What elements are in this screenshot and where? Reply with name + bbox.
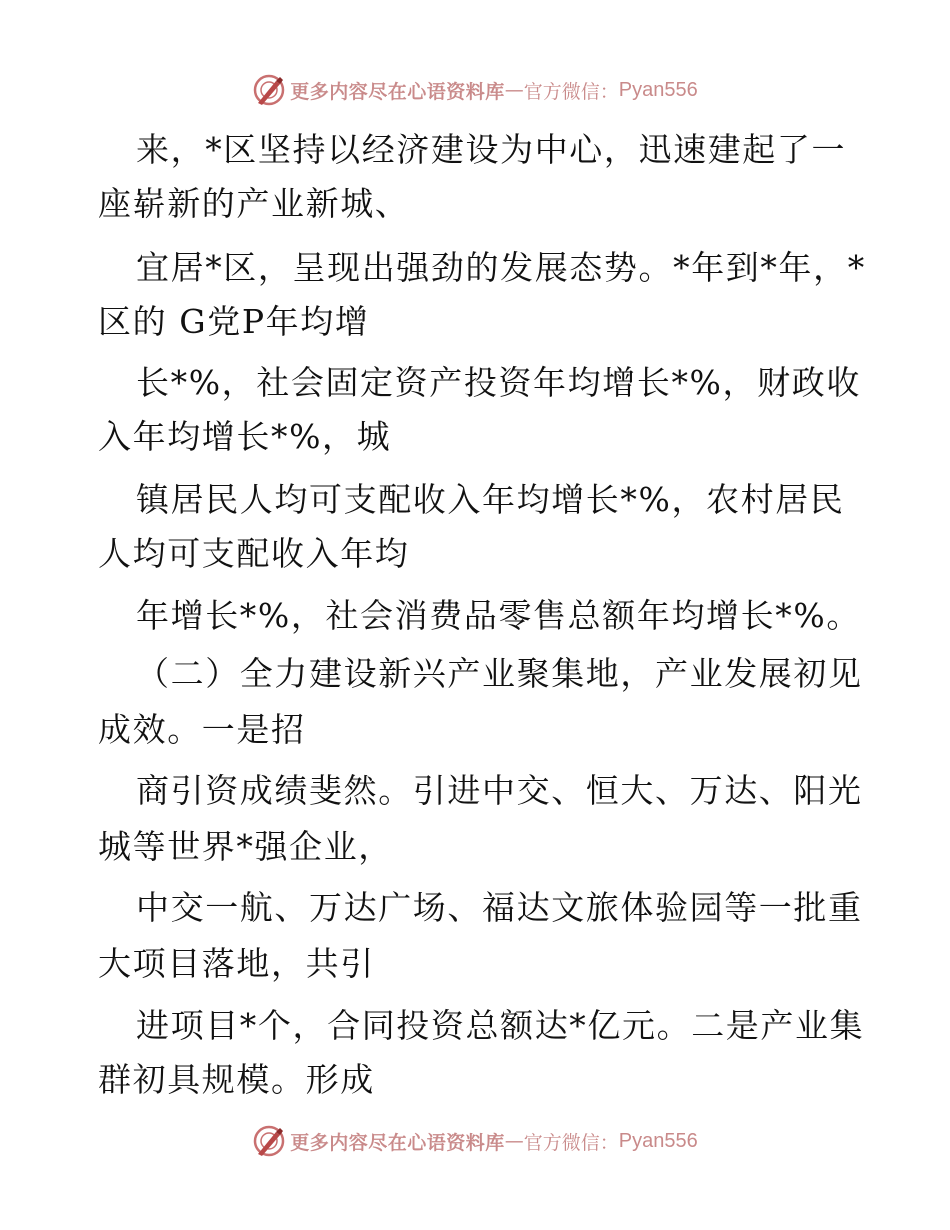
text-line: 宜居*区，呈现出强劲的发展态势。*年到*年，* bbox=[136, 248, 866, 287]
text-line: 商引资成绩斐然。引进中交、恒大、万达、阳光 bbox=[136, 771, 863, 810]
watermark-site-text: 更多内容尽在心语资料库 bbox=[290, 1131, 505, 1154]
text-line: （二）全力建设新兴产业聚集地，产业发展初见 bbox=[136, 654, 863, 693]
pen-logo-icon bbox=[252, 1124, 286, 1158]
watermark-label: 官方微信： bbox=[523, 80, 619, 103]
text-line: 大项目落地，共引 bbox=[98, 944, 375, 983]
text-line: 年增长*%，社会消费品零售总额年均增长*%。 bbox=[136, 596, 861, 635]
text-line: 来，*区坚持以经济建设为中心，迅速建起了一 bbox=[136, 130, 847, 169]
pen-logo-icon bbox=[252, 73, 286, 107]
text-line: 入年均增长*%，城 bbox=[98, 417, 392, 456]
watermark-separator: — bbox=[504, 1130, 524, 1152]
watermark-wechat-id: Pyan556 bbox=[618, 78, 698, 101]
text-line: 群初具规模。形成 bbox=[98, 1060, 375, 1099]
text-line: 区的 G党P年均增 bbox=[98, 302, 370, 341]
text-line: 进项目*个，合同投资总额达*亿元。二是产业集 bbox=[136, 1006, 865, 1045]
watermark-wechat-id: Pyan556 bbox=[618, 1129, 698, 1152]
text-line: 成效。一是招 bbox=[98, 710, 306, 749]
text-line: 座崭新的产业新城、 bbox=[98, 184, 410, 223]
text-line: 人均可支配收入年均 bbox=[98, 534, 410, 573]
watermark-separator: — bbox=[504, 79, 524, 101]
text-line: 城等世界*强企业， bbox=[98, 827, 393, 866]
watermark-site-text: 更多内容尽在心语资料库 bbox=[290, 80, 505, 103]
watermark-label: 官方微信： bbox=[523, 1131, 619, 1154]
text-line: 镇居民人均可支配收入年均增长*%，农村居民 bbox=[136, 480, 845, 519]
header-watermark bbox=[0, 70, 950, 110]
text-line: 长*%，社会固定资产投资年均增长*%，财政收 bbox=[136, 363, 861, 402]
footer-watermark bbox=[0, 1121, 950, 1161]
text-line: 中交一航、万达广场、福达文旅体验园等一批重 bbox=[136, 888, 863, 927]
